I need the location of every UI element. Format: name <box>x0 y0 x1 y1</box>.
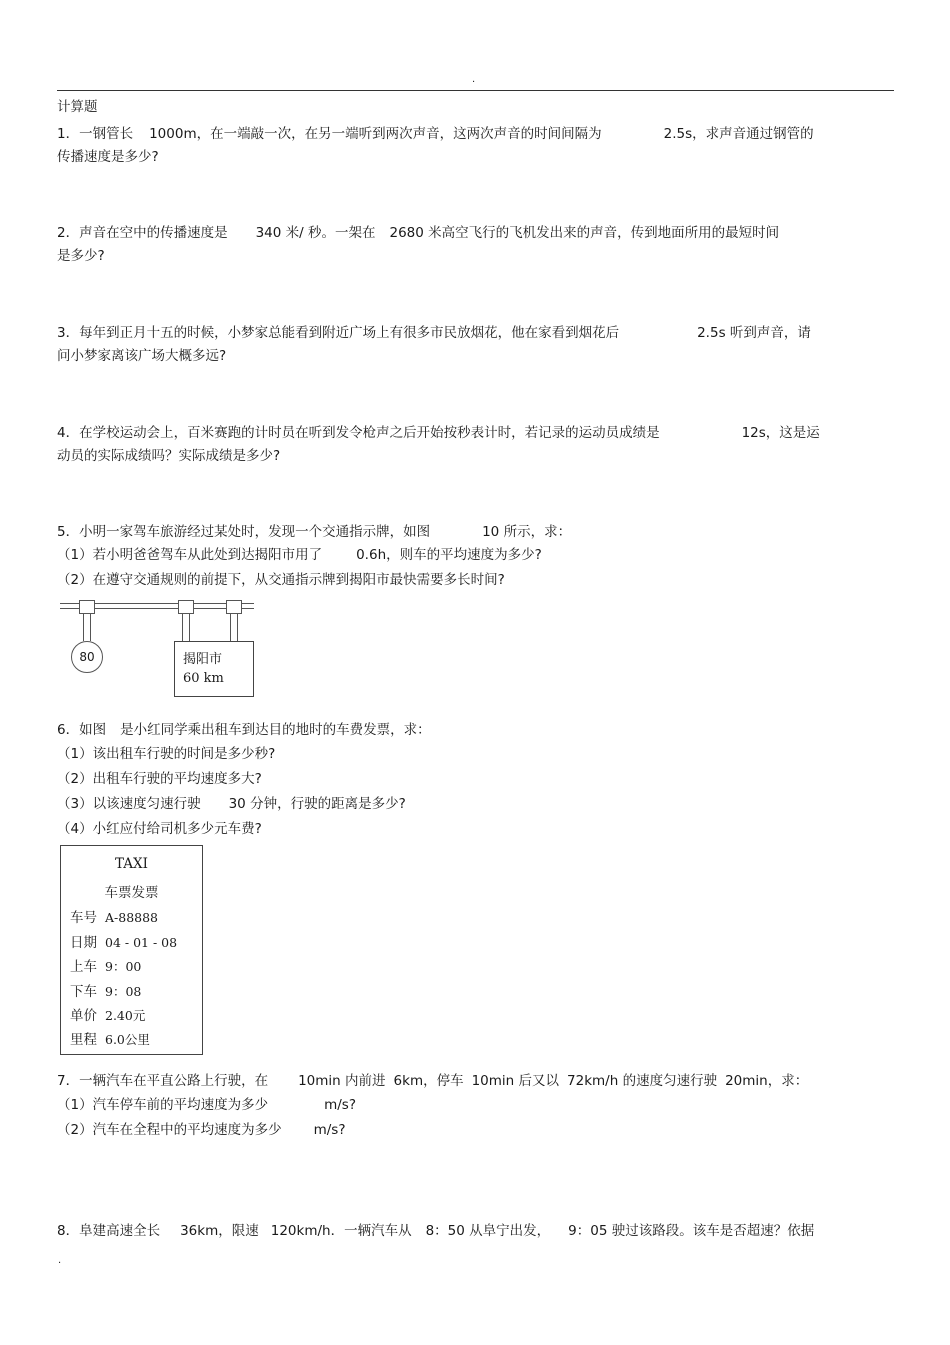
question-7-line-3 <box>57 1118 346 1138</box>
q6-sub-3a: （3）以该速度匀速行驶 <box>57 796 201 812</box>
question-6-line-5: （4）小红应付给司机多少元车费? <box>57 821 262 837</box>
sign-distance: 60 km <box>183 671 224 686</box>
receipt-row <box>70 1004 145 1024</box>
receipt-row <box>70 931 177 951</box>
receipt-row <box>70 906 158 926</box>
question-7-line-2 <box>57 1093 356 1113</box>
question-3-line-1 <box>57 321 811 341</box>
q8-text-e: 9：05 驶过该路段。该车是否超速？依据 <box>568 1223 815 1239</box>
q8-text-c: 120km/h．一辆汽车从 <box>270 1223 412 1239</box>
question-4-line-2: 动员的实际成绩吗？实际成绩是多少? <box>57 448 281 464</box>
receipt-label: 里程 <box>70 1032 97 1048</box>
question-4-line-1 <box>57 421 820 441</box>
receipt-row <box>70 955 141 975</box>
receipt-value: 04 - 01 - 08 <box>105 935 178 950</box>
sign-post <box>182 613 190 641</box>
q8-text-b: 36km，限速 <box>180 1223 259 1239</box>
question-1-line-2: 传播速度是多少? <box>57 149 159 165</box>
question-2-line-2: 是多少? <box>57 248 105 264</box>
receipt-value: 9：00 <box>105 959 142 974</box>
question-8-line-1 <box>57 1219 814 1239</box>
q3-text-a: 3．每年到正月十五的时候，小梦家总能看到附近广场上有很多市民放烟花，他在家看到烟花后 <box>57 325 620 341</box>
section-title: 计算题 <box>57 99 98 115</box>
receipt-label: 日期 <box>70 935 97 951</box>
receipt-row <box>70 1028 150 1048</box>
receipt-label: 下车 <box>70 984 97 1000</box>
question-2-line-1 <box>57 221 779 241</box>
gantry-clamp <box>79 600 95 614</box>
q2-text-c: 2680 米高空飞行的飞机发出来的声音，传到地面所用的最短时间 <box>389 225 780 241</box>
receipt-subtitle: 车票发票 <box>104 885 159 901</box>
receipt-label: 上车 <box>70 959 97 975</box>
q2-text-a: 2．声音在空中的传播速度是 <box>57 225 228 241</box>
question-5-line-3: （2）在遵守交通规则的前提下，从交通指示牌到揭阳市最快需要多长时间? <box>57 572 505 588</box>
q3-text-b: 2.5s 听到声音，请 <box>697 325 811 341</box>
sign-city: 揭阳市 <box>183 652 223 667</box>
q7-text-b: 10min 内前进 <box>298 1073 386 1089</box>
q7-text-c: 6km，停车 <box>393 1073 464 1089</box>
question-6-line-4 <box>57 792 406 812</box>
q7-text-e: 72km/h 的速度匀速行驶 <box>567 1073 718 1089</box>
q6-sub-3b: 30 分钟，行驶的距离是多少? <box>228 796 406 812</box>
gantry-clamp <box>226 600 242 614</box>
question-3-line-2: 问小梦家离该广场大概多远? <box>57 348 227 364</box>
q7-sub-1a: （1）汽车停车前的平均速度为多少 <box>57 1097 269 1113</box>
q2-text-b: 340 米/ 秒。一架在 <box>255 225 376 241</box>
speed-limit-sign: 80 <box>71 641 103 673</box>
q7-text-f: 20min，求： <box>725 1073 809 1089</box>
destination-sign <box>174 641 254 697</box>
q7-text-a: 7．一辆汽车在平直公路上行驶，在 <box>57 1073 269 1089</box>
q5-sub-1a: （1）若小明爸爸驾车从此处到达揭阳市用了 <box>57 547 323 563</box>
question-1-line-1 <box>57 122 814 142</box>
header-dot: . <box>472 74 476 85</box>
q4-text-a: 4．在学校运动会上，百米赛跑的计时员在听到发令枪声之后开始按秒表计时，若记录的运动员成绩是 <box>57 425 660 441</box>
q5-sub-1b: 0.6h，则车的平均速度为多少? <box>356 547 542 563</box>
q6-text-b: 是小红同学乘出租车到达目的地时的车费发票，求： <box>120 722 431 738</box>
receipt-value: A-88888 <box>105 910 159 925</box>
question-7-line-1 <box>57 1069 808 1089</box>
receipt-label: 车号 <box>70 910 97 926</box>
question-6-line-1 <box>57 718 431 738</box>
q1-text-b: 1000m，在一端敲一次，在另一端听到两次声音，这两次声音的时间间隔为 <box>149 126 602 142</box>
question-5-line-1 <box>57 520 571 540</box>
receipt-value: 9：08 <box>105 984 142 999</box>
q7-text-d: 10min 后又以 <box>471 1073 560 1089</box>
receipt-label: 单价 <box>70 1008 97 1024</box>
gantry-clamp <box>178 600 194 614</box>
sign-post <box>83 613 91 641</box>
q8-text-d: 8：50 从阜宁出发， <box>425 1223 551 1239</box>
traffic-sign-figure <box>60 598 260 702</box>
question-6-line-3: （2）出租车行驶的平均速度多大? <box>57 771 262 787</box>
q7-sub-2a: （2）汽车在全程中的平均速度为多少 <box>57 1122 282 1138</box>
q6-text-a: 6．如图 <box>57 722 107 738</box>
receipt-value: 2.40元 <box>105 1008 146 1023</box>
q8-text-a: 8．阜建高速全长 <box>57 1223 161 1239</box>
sign-post <box>230 613 238 641</box>
question-6-line-2: （1）该出租车行驶的时间是多少秒? <box>57 746 276 762</box>
receipt-title: TAXI <box>115 856 148 872</box>
receipt-row <box>70 980 141 1000</box>
q7-sub-2b: m/s? <box>313 1122 346 1138</box>
taxi-receipt <box>60 845 203 1055</box>
q1-text-c: 2.5s，求声音通过钢管的 <box>663 126 814 142</box>
q5-text-a: 5．小明一家驾车旅游经过某处时，发现一个交通指示牌，如图 <box>57 524 431 540</box>
receipt-value: 6.0公里 <box>105 1032 150 1047</box>
q4-text-b: 12s，这是运 <box>741 425 820 441</box>
q7-sub-1b: m/s? <box>324 1097 356 1113</box>
question-5-line-2 <box>57 543 542 563</box>
footer-dot: . <box>58 1255 62 1266</box>
q1-text-a: 1．一钢管长 <box>57 126 134 142</box>
header-rule <box>57 90 894 91</box>
q5-text-b: 10 所示，求： <box>482 524 572 540</box>
